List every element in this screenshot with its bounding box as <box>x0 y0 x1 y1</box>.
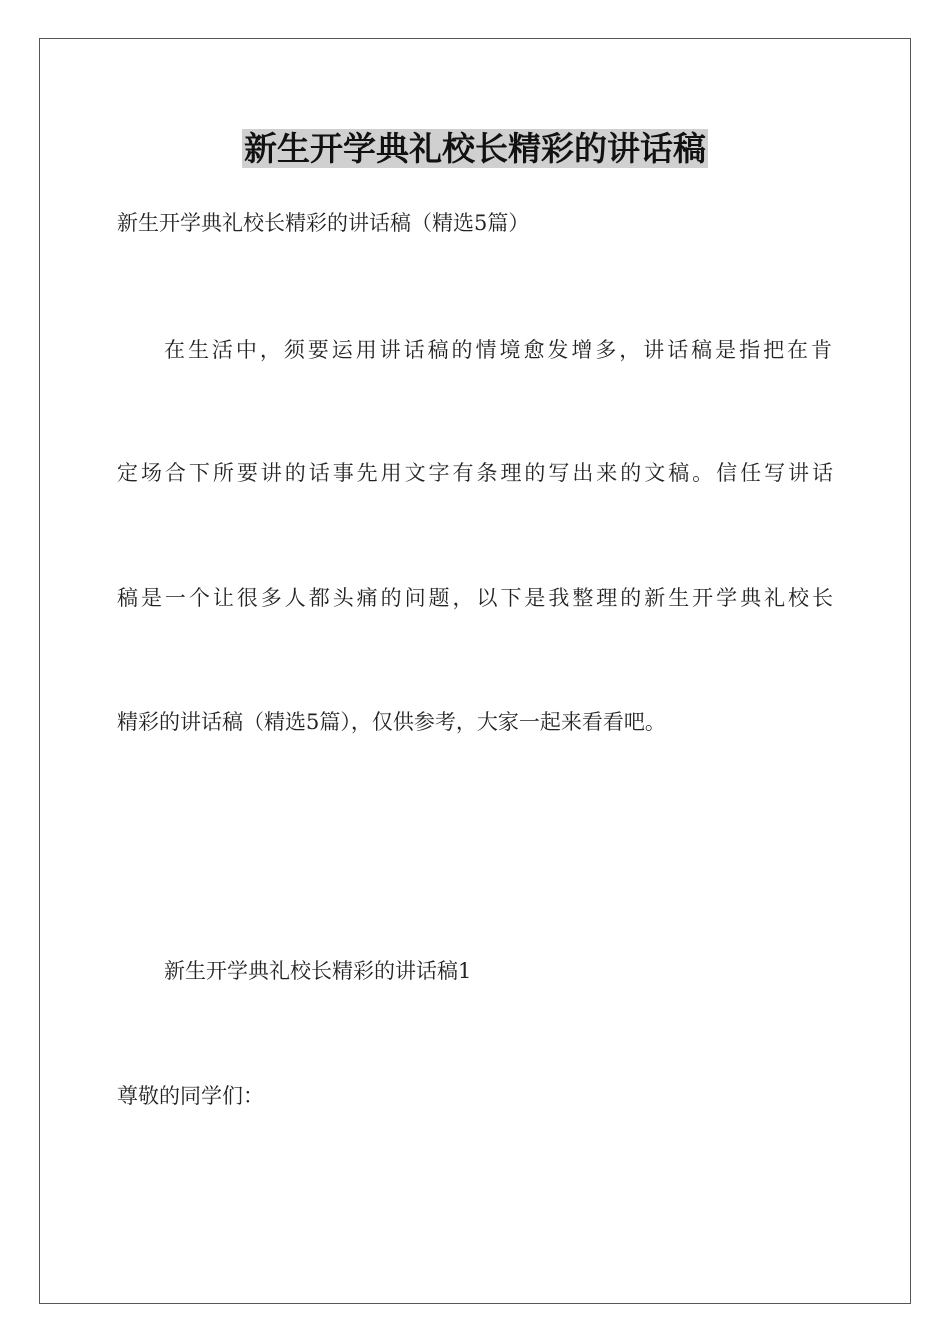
salutation: 尊敬的同学们： <box>117 1084 264 1108</box>
section-heading: 新生开学典礼校长精彩的讲话稿1 <box>164 959 472 983</box>
intro-paragraph-line-2: 定场合下所要讲的话事先用文字有条理的写出来的文稿。信任写讲话 <box>117 461 833 485</box>
document-title <box>0 126 950 172</box>
document-subtitle: 新生开学典礼校长精彩的讲话稿（精选5篇） <box>117 211 530 235</box>
document-title-text: 新生开学典礼校长精彩的讲话稿 <box>244 129 706 168</box>
intro-paragraph-line-4: 精彩的讲话稿（精选5篇），仅供参考，大家一起来看看吧。 <box>117 710 666 734</box>
intro-paragraph-line-3: 稿是一个让很多人都头痛的问题，以下是我整理的新生开学典礼校长 <box>117 586 833 610</box>
intro-paragraph-line-1: 在生活中，须要运用讲话稿的情境愈发增多，讲话稿是指把在肯 <box>164 338 832 362</box>
